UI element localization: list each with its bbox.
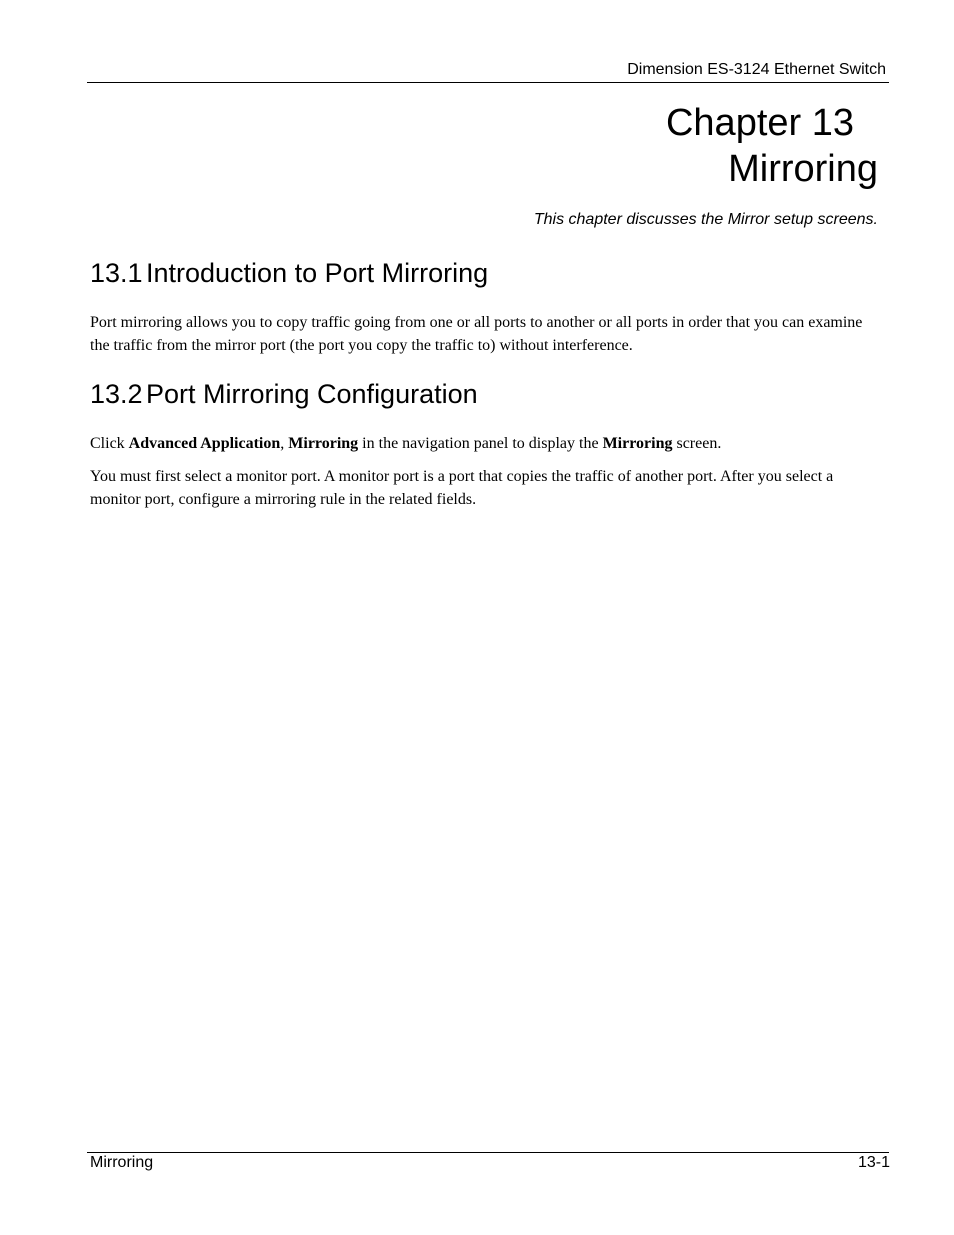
intro-paragraph: Port mirroring allows you to copy traffic going from one or all ports to another or all ports in order that you can examine the traffic from the mirror port (the port you copy the traffic to) without interference. <box>90 314 863 354</box>
section-title: Port Mirroring Configuration <box>146 379 478 409</box>
menu-name-advanced-application: Advanced Application <box>128 435 281 452</box>
navigation-paragraph <box>90 432 880 455</box>
section-number: 13.1 <box>90 258 143 288</box>
running-header: Dimension ES-3124 Ethernet Switch <box>627 61 886 78</box>
screen-name-mirroring: Mirroring <box>602 435 673 452</box>
section-number: 13.2 <box>90 379 143 409</box>
monitor-port-paragraph: You must first select a monitor port. A monitor port is a port that copies the traffic of another port. After you select a monitor port, configure a mirroring rule in the related fields. <box>90 468 834 508</box>
menu-name-mirroring: Mirroring <box>288 435 359 452</box>
page-number: 13-1 <box>857 1154 890 1171</box>
section-title: Introduction to Port Mirroring <box>146 258 489 288</box>
chapter-title: Mirroring <box>728 148 878 190</box>
footer-section-name: Mirroring <box>90 1154 154 1171</box>
text-run: Click <box>90 435 129 452</box>
text-run: , <box>280 435 289 452</box>
chapter-number: Chapter 13 <box>665 102 854 144</box>
section-heading-configuration <box>90 378 478 410</box>
text-run: screen. <box>672 435 722 452</box>
footer-divider <box>87 1152 889 1153</box>
section-heading-intro <box>90 257 488 289</box>
text-run: in the navigation panel to display the <box>358 435 603 452</box>
chapter-summary: This chapter discusses the Mirror setup screens. <box>533 211 878 228</box>
header-divider <box>87 82 889 83</box>
